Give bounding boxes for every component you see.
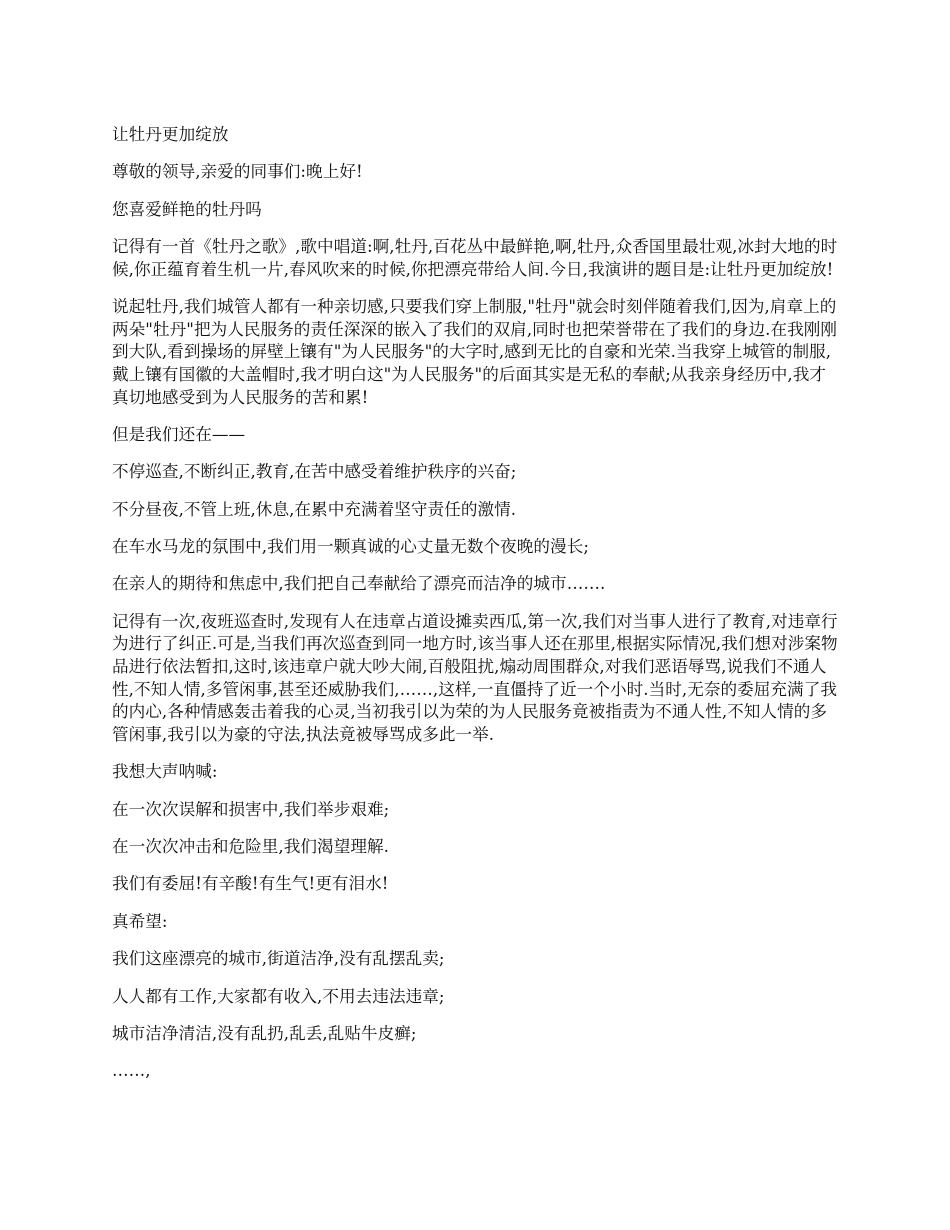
paragraph-greeting: 尊敬的领导,亲爱的同事们:晚上好! xyxy=(112,162,363,182)
paragraph-day-night: 不分昼夜,不管上班,休息,在累中充满着坚守责任的激情. xyxy=(112,499,517,519)
paragraph-but-still: 但是我们还在—— xyxy=(112,424,246,444)
paragraph-hope: 真希望: xyxy=(112,911,168,931)
paragraph-ellipsis: ……, xyxy=(112,1061,151,1081)
document-page xyxy=(112,124,842,1098)
document-title: 让牡丹更加绽放 xyxy=(112,125,229,144)
paragraph-danger: 在一次次冲击和危险里,我们渴望理解. xyxy=(112,837,389,857)
paragraph-patrol: 不停巡查,不断纠正,教育,在苦中感受着维护秩序的兴奋; xyxy=(112,462,517,482)
paragraph-peony-uniform: 说起牡丹,我们城管人都有一种亲切感,只要我们穿上制服,"牡丹"就会时刻伴随着我们,因为,肩章上的两朵"牡丹"把为人民服务的责任深深的嵌入了我们的双肩,同时也把荣誉带在了我们的身边.在我刚刚到大队,看到操场的屏壁上镶有"为人民服务"的大字时,感到无比的自豪和光荣.当我穿上城管的制服,戴上镶有国徽的大盖帽时,我才明白这"为人民服务"的后面其实是无私的奉献;从我亲身经历中,我才真切地感受到为人民服务的苦和累! xyxy=(112,297,838,407)
paragraph-feelings: 我们有委屈!有辛酸!有生气!更有泪水! xyxy=(112,874,389,894)
paragraph-traffic: 在车水马龙的氛围中,我们用一颗真诚的心丈量无数个夜晚的漫长; xyxy=(112,537,589,557)
paragraph-clean-city: 城市洁净清洁,没有乱扔,乱丢,乱贴牛皮癣; xyxy=(112,1023,417,1043)
paragraph-jobs: 人人都有工作,大家都有收入,不用去违法违章; xyxy=(112,986,445,1006)
paragraph-clean-streets: 我们这座漂亮的城市,街道洁净,没有乱摆乱卖; xyxy=(112,949,445,969)
paragraph-family: 在亲人的期待和焦虑中,我们把自己奉献给了漂亮而洁净的城市……. xyxy=(112,574,606,594)
paragraph-incident: 记得有一次,夜班巡查时,发现有人在违章占道设摊卖西瓜,第一次,我们对当事人进行了教育,对违章行为进行了纠正.可是,当我们再次巡查到同一地方时,该当事人还在那里,根据实际情况,我们想对涉案物品进行依法暂扣,这时,该违章户就大吵大闹,百般阻扰,煽动周围群众,对我们恶语辱骂,说我们不通人性,不知人情,多管闲事,甚至还威胁我们,……,这样,一直僵持了近一个小时.当时,无奈的委屈充满了我的内心,各种情感轰击着我的心灵,当初我引以为荣的为人民服务竟被指责为不通人性,不知人情的多管闲事,我引以为豪的守法,执法竟被辱骂成多此一举. xyxy=(112,611,838,744)
paragraph-question: 您喜爱鲜艳的牡丹吗 xyxy=(112,199,262,219)
paragraph-misunderstanding: 在一次次误解和损害中,我们举步艰难; xyxy=(112,799,390,819)
paragraph-shout: 我想大声呐喊: xyxy=(112,762,218,782)
paragraph-song: 记得有一首《牡丹之歌》,歌中唱道:啊,牡丹,百花丛中最鲜艳,啊,牡丹,众香国里最壮观,冰封大地的时候,你正蕴育着生机一片,春风吹来的时候,你把漂亮带给人间.今日,我演讲的题目是:让牡丹更加绽放! xyxy=(112,237,838,279)
